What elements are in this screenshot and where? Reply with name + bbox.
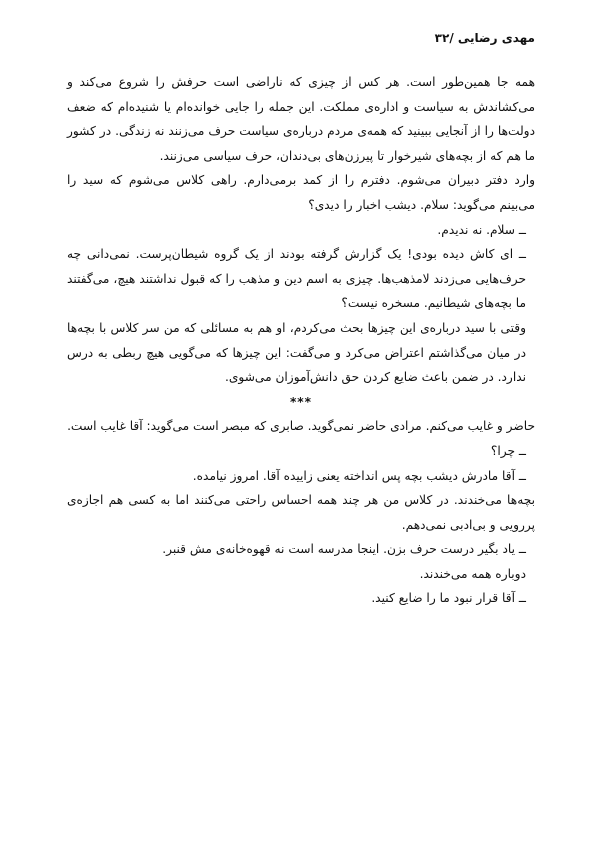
dialogue-line: ــ یاد بگیر درست حرف بزن. اینجا مدرسه است نه قهوه‌خانه‌ی مش قنبر. [162, 542, 526, 557]
running-head: مهدی رضایی /۳۲ [434, 31, 535, 45]
dialogue-line: ــ سلام. نه ندیدم. [437, 222, 526, 237]
section-break: *** [289, 394, 313, 409]
paragraph: دوباره همه می‌خندند. [419, 566, 526, 581]
dialogue-line: ــ آقا مادرش دیشب بچه پس انداخته یعنی زاییده آقا. امروز نیامده. [192, 468, 526, 483]
paragraph: بچه‌ها می‌خندند. در کلاس من هر چند همه احساس راحتی می‌کنند اما به کسی هم اجازه‌ی پررویی و بی‌ادبی نمی‌دهم. [67, 493, 535, 532]
dialogue-line: ــ ای کاش دیده بودی! یک گزارش گرفته بودند از یک گروه شیطان‌پرست. نمی‌دانی چه حرف‌هایی می‌زدند لامذهب‌ها. چیزی به اسم دین و مذهب را که قبول نداشتند هیچ، می‌گفتند ما بچه‌های شیطانیم. مسخره نیست؟ [67, 247, 526, 311]
paragraph: وارد دفتر دبیران می‌شوم. دفترم را از کمد برمی‌دارم. راهی کلاس می‌شوم که سید را می‌بینم می‌گوید: سلام. دیشب اخبار را دیدی؟ [67, 173, 535, 212]
paragraph: حاضر و غایب می‌کنم. مرادی حاضر نمی‌گوید. صابری که مبصر است می‌گوید: آقا غایب است. [67, 419, 535, 434]
paragraph: همه جا همین‌طور است. هر کس از چیزی که ناراضی است حرفش را شروع می‌کند و می‌کشاندش به سیاست و اداره‌ی مملکت. این جمله را جایی خوانده‌ام یا شنیده‌ام که ضعف دولت‌ها را از آنجایی ببینید که همه‌ی مردم درباره‌ی سیاست حرف می‌زنند نه زندگی. در کشور ما هم که از بچه‌های شیرخوار تا پیرزن‌های بی‌دندان، حرف سیاسی می‌زنند. [67, 75, 535, 163]
dialogue-line: ــ آقا قرار نبود ما را ضایع کنید. [371, 591, 526, 606]
paragraph: وقتی با سید درباره‌ی این چیزها بحث می‌کردم، او هم به مسائلی که من سر کلاس با بچه‌ها در میان می‌گذاشتم اعتراض می‌کرد و می‌گفت: این چیزها که می‌گویی هیچ ربطی به درس ندارد. در ضمن باعث ضایع کردن حق دانش‌آموزان می‌شوی. [67, 320, 526, 385]
dialogue-line: ــ چرا؟ [490, 443, 526, 458]
body-text [67, 70, 535, 611]
